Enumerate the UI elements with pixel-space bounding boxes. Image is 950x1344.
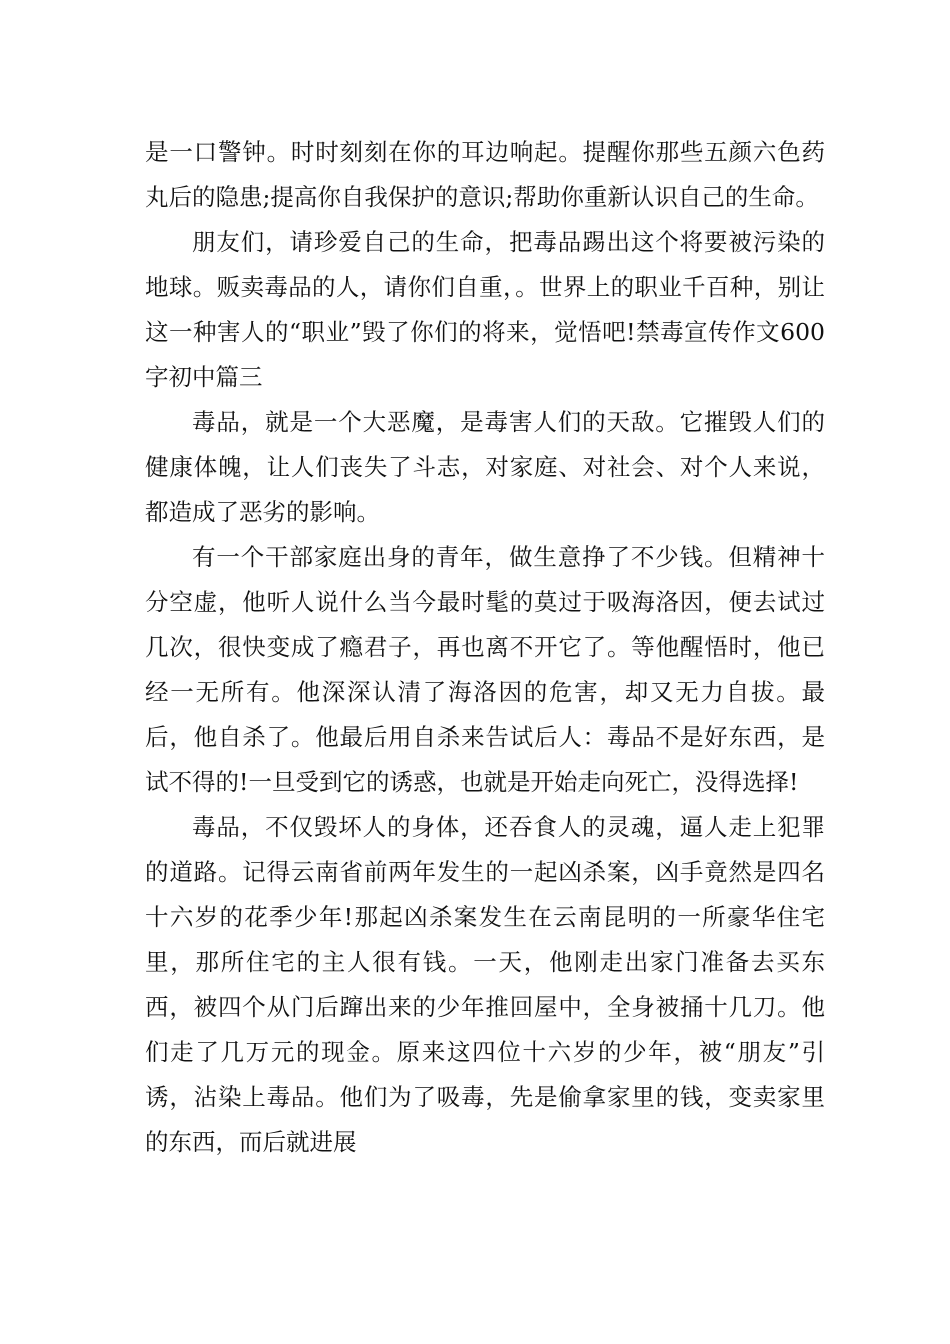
- paragraph-2: 朋友们，请珍爱自己的生命，把毒品踢出这个将要被污染的地球。贩卖毒品的人，请你们自重，。世界上的职业千百种，别让这一种害人的“职业”毁了你们的将来，觉悟吧!禁毒宣传作文600字初中篇三: [145, 228, 825, 391]
- paragraph-3: 毒品，就是一个大恶魔，是毒害人们的天敌。它摧毁人们的健康体魄，让人们丧失了斗志，对家庭、对社会、对个人来说，都造成了恶劣的影响。: [145, 408, 825, 526]
- document-body: [145, 130, 825, 1165]
- paragraph-1: 是一口警钟。时时刻刻在你的耳边响起。提醒你那些五颜六色药丸后的隐患;提高你自我保护的意识;帮助你重新认识自己的生命。: [145, 138, 825, 211]
- paragraph-5: 毒品，不仅毁坏人的身体，还吞食人的灵魂，逼人走上犯罪的道路。记得云南省前两年发生的一起凶杀案，凶手竟然是四名十六岁的花季少年!那起凶杀案发生在云南昆明的一所豪华住宅里，那所住宅的主人很有钱。一天，他刚走出家门准备去买东西，被四个从门后蹿出来的少年推回屋中，全身被捅十几刀。他们走了几万元的现金。原来这四位十六岁的少年，被“朋友”引诱，沾染上毒品。他们为了吸毒，先是偷拿家里的钱，变卖家里的东西，而后就进展: [145, 813, 825, 1156]
- paragraph-4: 有一个干部家庭出身的青年，做生意挣了不少钱。但精神十分空虚，他听人说什么当今最时髦的莫过于吸海洛因，便去试过几次，很快变成了瘾君子，再也离不开它了。等他醒悟时，他已经一无所有。他深深认清了海洛因的危害，却又无力自拔。最后，他自杀了。他最后用自杀来告试后人：毒品不是好东西，是试不得的!一旦受到它的诱惑，也就是开始走向死亡，没得选择!: [145, 543, 825, 796]
